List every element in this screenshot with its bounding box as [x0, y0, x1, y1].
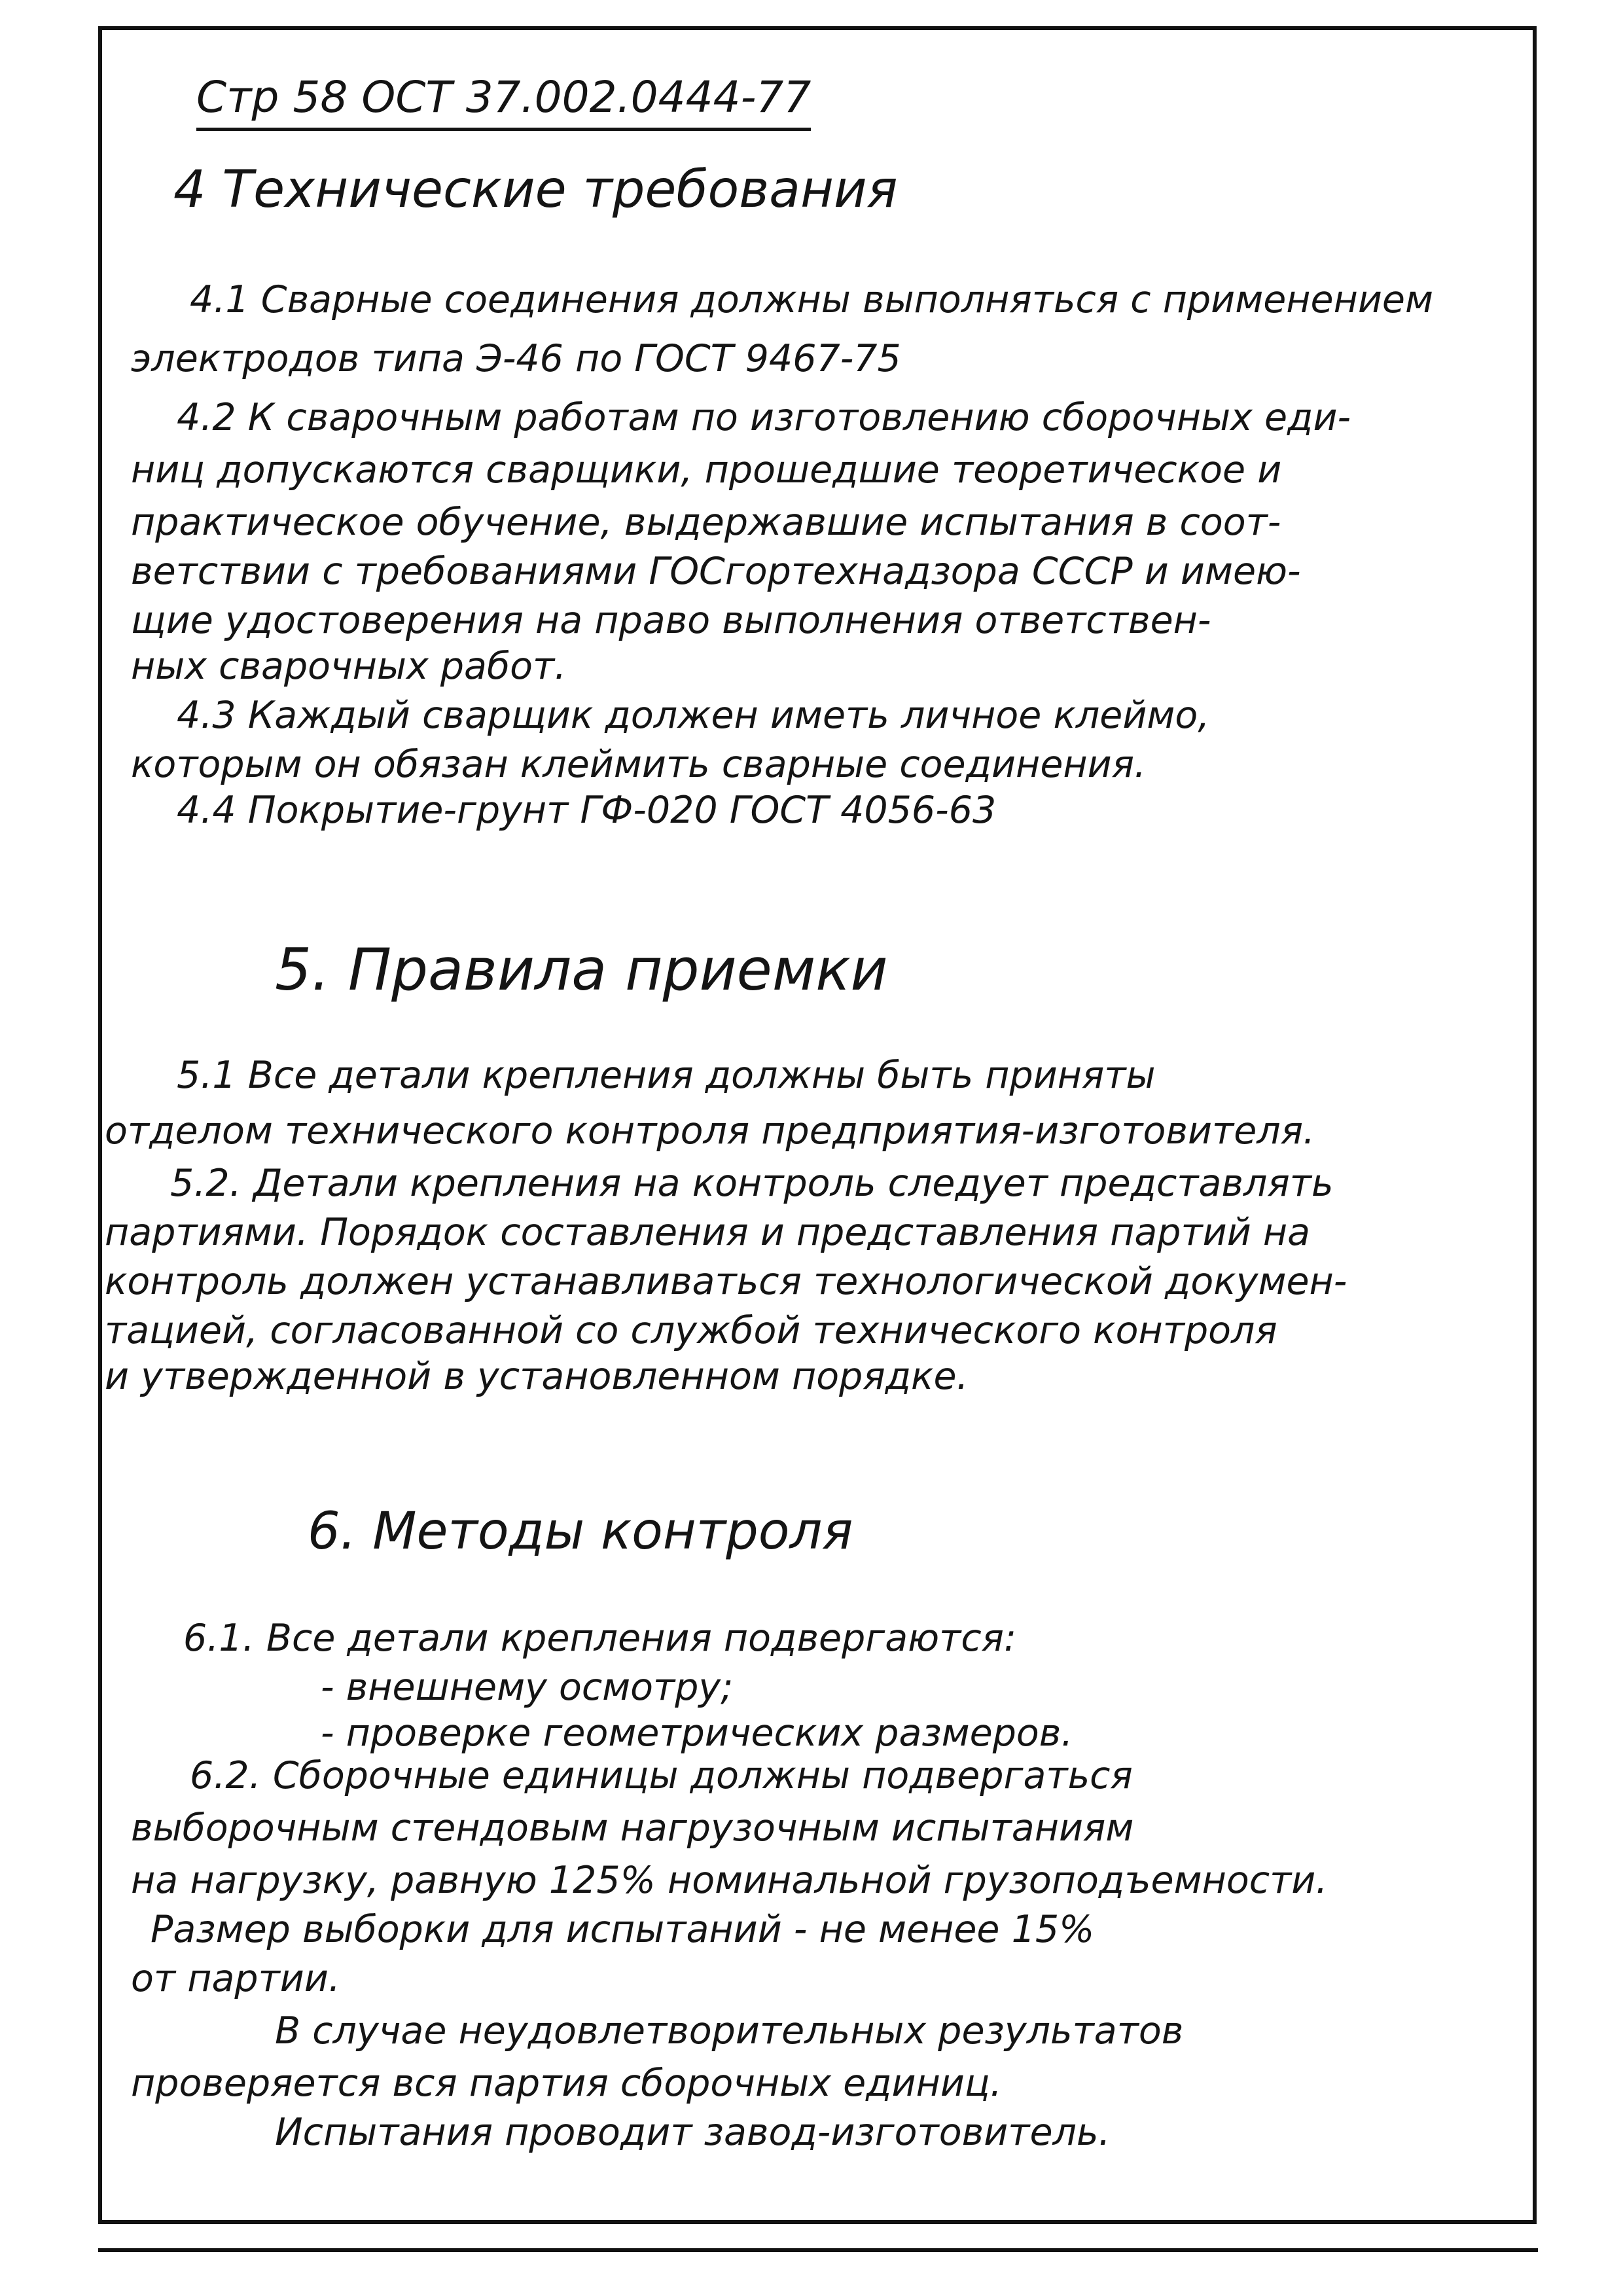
section-4-line: электродов типа Э-46 по ГОСТ 9467-75	[131, 337, 901, 380]
section-4-line: щие удостоверения на право выполнения ответствен-	[131, 599, 1211, 642]
section-4-line: 4.4 Покрытие-грунт ГФ-020 ГОСТ 4056-63	[177, 789, 997, 832]
section-6-line: от партии.	[131, 1957, 340, 2000]
section-6-line: проверяется вся партия сборочных единиц.	[131, 2062, 1002, 2105]
section-6-line: - внешнему осмотру;	[321, 1666, 734, 1709]
section-5-line: 5.1 Все детали крепления должны быть приняты	[177, 1054, 1156, 1097]
section-6-line: выборочным стендовым нагрузочным испытаниям	[131, 1806, 1134, 1850]
section-6-line: В случае неудовлетворительных результатов	[275, 2009, 1184, 2053]
section-6-line: 6.1. Все детали крепления подвергаются:	[183, 1617, 1017, 1660]
section-5-line: партиями. Порядок составления и представления партий на	[105, 1211, 1311, 1254]
section-6-line: Размер выборки для испытаний - не менее 15%	[151, 1908, 1095, 1951]
section-4-line: ветствии с требованиями ГОСгортехнадзора СССР и имею-	[131, 550, 1301, 593]
section-5-line: контроль должен устанавливаться технологической докумен-	[105, 1260, 1347, 1303]
section-5-title: 5. Правила приемки	[275, 936, 888, 1003]
section-4-line: ных сварочных работ.	[131, 645, 567, 688]
section-4-line: 4.2 К сварочным работам по изготовлению сборочных еди-	[177, 396, 1351, 439]
section-4-line: которым он обязан клеймить сварные соединения.	[131, 743, 1147, 786]
section-4-line: 4.3 Каждый сварщик должен иметь личное клеймо,	[177, 694, 1210, 737]
section-6-line: Испытания проводит завод-изготовитель.	[275, 2111, 1111, 2154]
section-4-line: практическое обучение, выдержавшие испытания в соот-	[131, 501, 1281, 544]
section-5-line: тацией, согласованной со службой технического контроля	[105, 1309, 1277, 1352]
page-header: Стр 58 ОСТ 37.002.0444-77	[196, 72, 811, 131]
section-6-line: - проверке геометрических размеров.	[321, 1712, 1073, 1755]
section-4-line: 4.1 Сварные соединения должны выполняться с применением	[190, 278, 1433, 321]
bottom-rule	[98, 2248, 1538, 2252]
section-4-line: ниц допускаются сварщики, прошедшие теоретическое и	[131, 448, 1282, 492]
section-5-line: отделом технического контроля предприятия-изготовителя.	[105, 1109, 1315, 1153]
section-5-line: и утвержденной в установленном порядке.	[105, 1355, 969, 1398]
section-4-title: 4 Технические требования	[173, 160, 898, 219]
section-6-line: на нагрузку, равную 125% номинальной грузоподъемности.	[131, 1859, 1328, 1902]
section-6-line: 6.2. Сборочные единицы должны подвергаться	[190, 1754, 1133, 1797]
section-6-title: 6. Методы контроля	[308, 1502, 853, 1561]
section-5-line: 5.2. Детали крепления на контроль следует представлять	[170, 1162, 1334, 1205]
